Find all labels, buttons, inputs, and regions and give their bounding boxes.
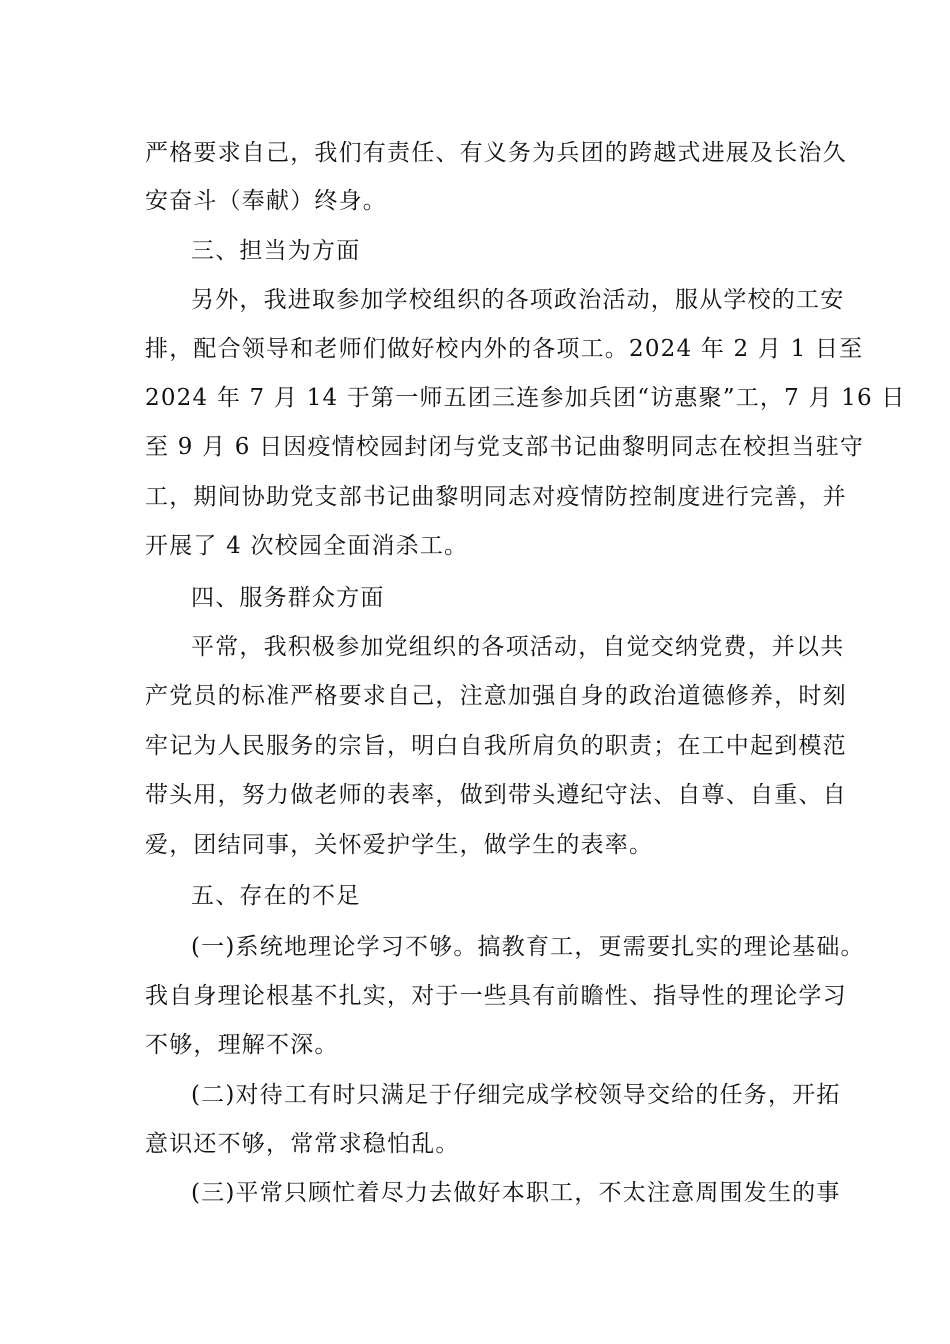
paragraph-line: 至 9 月 6 日因疫情校园封闭与党支部书记曲黎明同志在校担当驻守: [145, 434, 865, 460]
paragraph-line: 另外，我进取参加学校组织的各项政治活动，服从学校的工安: [191, 287, 845, 313]
paragraph-line: 牢记为人民服务的宗旨，明白自我所肩负的职责；在工中起到模范: [145, 733, 847, 759]
paragraph-line: 开展了 4 次校园全面消杀工。: [145, 533, 469, 559]
section-heading: 三、担当为方面: [191, 238, 361, 264]
section-heading: 五、存在的不足: [191, 883, 361, 909]
paragraph-line: 意识还不够，常常求稳怕乱。: [145, 1131, 460, 1157]
paragraph-line: (二)对待工有时只满足于仔细完成学校领导交给的任务，开拓: [191, 1082, 841, 1108]
paragraph-line: 不够，理解不深。: [145, 1032, 339, 1058]
paragraph-line: 安奋斗（奉献）终身。: [145, 188, 387, 214]
paragraph-line: 平常，我积极参加党组织的各项活动，自觉交纳党费，并以共: [191, 634, 845, 660]
paragraph-line: 带头用，努力做老师的表率，做到带头遵纪守法、自尊、自重、自: [145, 782, 847, 808]
paragraph-line: 严格要求自己，我们有责任、有义务为兵团的跨越式进展及长治久: [145, 140, 847, 166]
section-heading: 四、服务群众方面: [191, 585, 385, 611]
paragraph-line: (一)系统地理论学习不够。搞教育工，更需要扎实的理论基础。: [191, 934, 865, 960]
paragraph-line: 排，配合领导和老师们做好校内外的各项工。2024 年 2 月 1 日至: [145, 336, 864, 362]
paragraph-line: (三)平常只顾忙着尽力去做好本职工，不太注意周围发生的事: [191, 1180, 841, 1206]
paragraph-line: 2024 年 7 月 14 于第一师五团三连参加兵团“访惠聚”工，7 月 16 日: [145, 385, 906, 411]
paragraph-line: 产党员的标准严格要求自己，注意加强自身的政治道德修养，时刻: [145, 683, 847, 709]
paragraph-line: 工，期间协助党支部书记曲黎明同志对疫情防控制度进行完善，并: [145, 484, 847, 510]
paragraph-line: 爱，团结同事，关怀爱护学生，做学生的表率。: [145, 832, 654, 858]
paragraph-line: 我自身理论根基不扎实，对于一些具有前瞻性、指导性的理论学习: [145, 983, 847, 1009]
